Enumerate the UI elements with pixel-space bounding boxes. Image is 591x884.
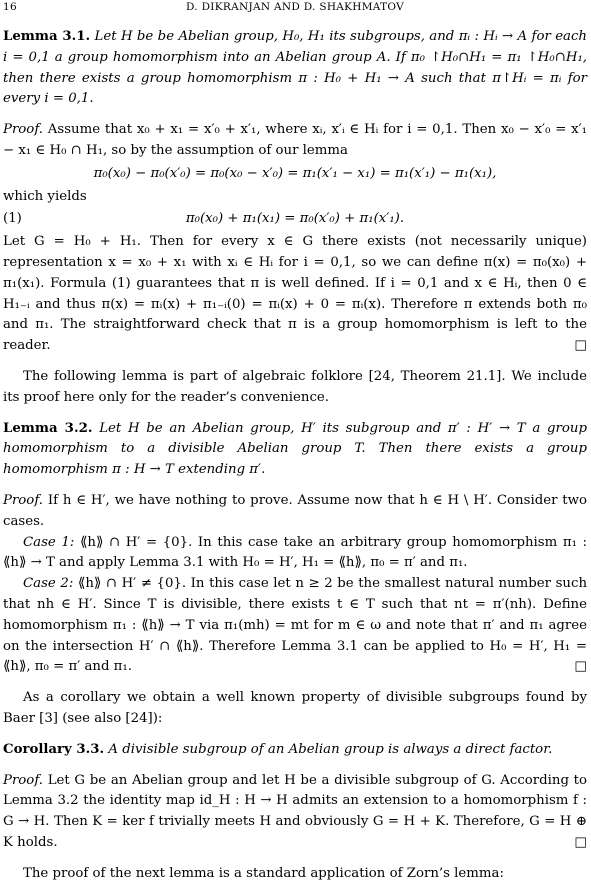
case-1-label: Case 1:	[23, 534, 75, 550]
proof-3-2-para1	[3, 491, 587, 533]
lemma-3-1	[3, 27, 587, 110]
lemma-3-2-label: Lemma 3.2.	[3, 420, 93, 436]
proof-3-2-text1: If h ∈ H′, we have nothing to prove. Assume now that h ∈ H \ H′. Consider two cases.	[3, 492, 588, 529]
running-head: D. DIKRANJAN AND D. SHAKHMATOV	[185, 1, 405, 13]
proof-3-1-text2: which yields	[3, 188, 87, 204]
proof-3-1-para1	[3, 120, 587, 162]
equation-1-body: π₀(x₀) + π₁(x₁) = π₀(x′₀) + π₁(x′₁).	[185, 211, 405, 227]
equation-1	[3, 209, 587, 230]
para-corollary: As a corollary we obtain a well known property of divisible subgroups found by Baer [3] (see also [24]):	[3, 690, 587, 726]
qed-symbol: □	[574, 338, 587, 354]
proof-3-3-label: Proof.	[3, 772, 43, 788]
proof-3-2-case1	[3, 533, 587, 575]
proof-3-1-para3	[3, 232, 587, 357]
proof-3-3-text: Let G be an Abelian group and let H be a divisible subgroup of G. According to Lemma 3.2 the identity map id_H : H → H admits an extension to a homomorphism f : G → H. Then K = ker f trivially meets H and obviously G = H + K. Therefore, G = H ⊕ K holds.	[3, 772, 588, 850]
para-folklore: The following lemma is part of algebraic folklore [24, Theorem 21.1]. We include its proof here only for the reader’s convenience.	[3, 368, 587, 405]
lemma-3-1-label: Lemma 3.1.	[3, 29, 91, 44]
qed-symbol: □	[574, 834, 587, 850]
lemma-3-1-statement: Let H be be Abelian group, H₀, H₁ its subgroups, and πᵢ : Hᵢ → A for each i = 0,1 a group homomorphism into an Abelian group A. If π₀ ↾H₀∩H₁ = π₁ ↾H₀∩H₁, then there exists a group homomorphism π : H₀ + H₁ → A such that π↾Hᵢ = πᵢ for every i = 0,1.	[3, 29, 587, 107]
lemma-3-2	[3, 419, 587, 481]
proof-3-1-label: Proof.	[3, 122, 43, 138]
corollary-3-3-statement: A divisible subgroup of an Abelian group is always a direct factor.	[108, 741, 553, 757]
proof-3-2-case2	[3, 574, 587, 678]
proof-3-1-display: π₀(x₀) − π₀(x′₀) = π₀(x₀ − x′₀) = π₁(x′₁ − x₁) = π₁(x′₁) − π₁(x₁),	[93, 165, 497, 181]
case-2-label: Case 2:	[23, 576, 74, 592]
proof-3-2-label: Proof.	[3, 492, 43, 508]
page-header	[3, 0, 587, 16]
lemma-3-2-statement: Let H be an Abelian group, H′ its subgroup and π′ : H′ → T a group homomorphism to a divisible Abelian group T. Then there exists a group homomorphism π : H → T extending π′.	[3, 420, 587, 478]
qed-symbol: □	[574, 659, 587, 675]
proof-3-3	[3, 771, 587, 854]
case-2-text: ⟪h⟫ ∩ H′ ≠ {0}. In this case let n ≥ 2 be the smallest natural number such that nh ∈ H′. Since T is divisible, there exists t ∈ T such that nt = π′(nh). Define homomorphism π₁ : ⟪h⟫ → T via π₁(mh) = mt for m ∈ ω and note that π′ and π₁ agree on the intersection H′ ∩ ⟪h⟫. Therefore Lemma 3.1 can be applied to H₀ = H′, H₁ = ⟪h⟫, π₀ = π′ and π₁.	[3, 576, 588, 675]
proof-3-1-text3: Let G = H₀ + H₁. Then for every x ∈ G there exists (not necessarily unique) representation x = x₀ + x₁ with xᵢ ∈ Hᵢ for i = 0,1, so we can define π(x) = π₀(x₀) + π₁(x₁). Formula (1) guarantees that π is well defined. If i = 0,1 and x ∈ Hᵢ, then 0 ∈ H₁₋ᵢ and thus π(x) = πᵢ(x) + π₁₋ᵢ(0) = πᵢ(x) + 0 = πᵢ(x). Therefore π extends both π₀ and π₁. The straightforward check that π is a group homomorphism is left to the reader.	[3, 234, 587, 354]
page-number: 16	[3, 1, 17, 13]
case-1-text: ⟪h⟫ ∩ H′ = {0}. In this case take an arbitrary group homomorphism π₁ : ⟪h⟫ → T and apply Lemma 3.1 with H₀ = H′, H₁ = ⟪h⟫, π₀ = π′ and π₁.	[3, 534, 587, 571]
corollary-3-3-label: Corollary 3.3.	[3, 741, 105, 757]
equation-1-number: (1)	[3, 211, 22, 227]
corollary-3-3	[3, 740, 587, 761]
proof-3-1-text1: Assume that x₀ + x₁ = x′₀ + x′₁, where xᵢ, x′ᵢ ∈ Hᵢ for i = 0,1. Then x₀ − x′₀ = x′₁ − x₁ ∈ H₀ ∩ H₁, so by the assumption of our lemma	[3, 122, 587, 158]
para-zorn: The proof of the next lemma is a standard application of Zorn’s lemma:	[23, 865, 504, 881]
page-body	[3, 27, 587, 884]
